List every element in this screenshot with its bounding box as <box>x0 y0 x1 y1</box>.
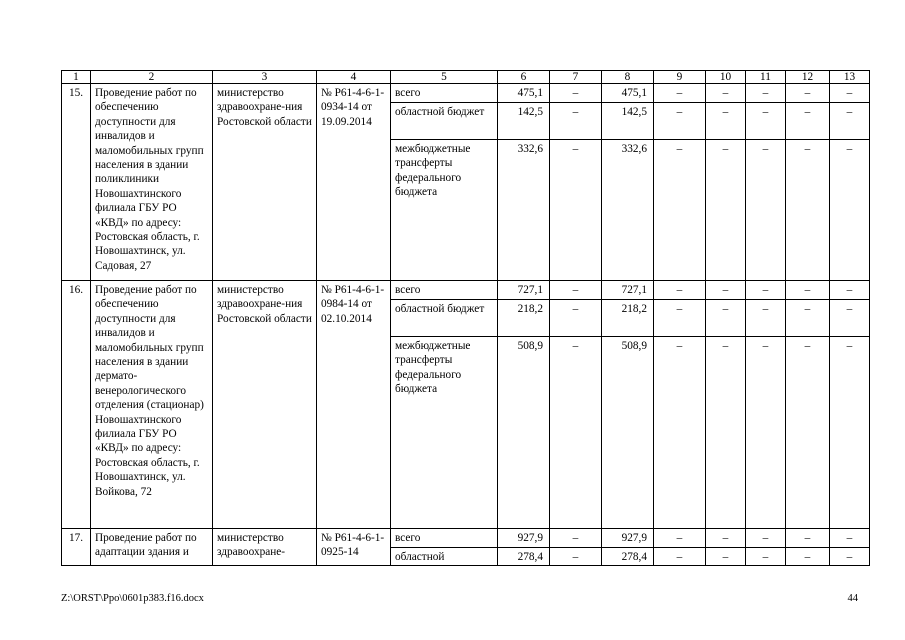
amount-cell: – <box>746 300 786 337</box>
amount-cell: – <box>550 281 602 300</box>
column-header: 7 <box>550 71 602 84</box>
amount-cell: – <box>786 529 830 548</box>
amount-cell: – <box>550 529 602 548</box>
table-row <box>62 281 870 300</box>
amount-cell: 727,1 <box>498 281 550 300</box>
column-header: 5 <box>391 71 498 84</box>
amount-cell: 142,5 <box>498 103 550 140</box>
funding-source: межбюджетные трансферты федерального бюджета <box>391 337 498 529</box>
amount-cell: – <box>654 140 706 281</box>
amount-cell: – <box>786 281 830 300</box>
amount-cell: – <box>550 300 602 337</box>
amount-cell: – <box>706 337 746 529</box>
amount-cell: – <box>654 84 706 103</box>
document-number: № Р61-4-6-1-0925-14 <box>317 529 391 566</box>
amount-cell: 727,1 <box>602 281 654 300</box>
amount-cell: 278,4 <box>602 548 654 566</box>
table-row <box>62 529 870 548</box>
funding-source: областной бюджет <box>391 103 498 140</box>
amount-cell: – <box>746 529 786 548</box>
amount-cell: 278,4 <box>498 548 550 566</box>
document-number: № Р61-4-6-1-0984-14 от 02.10.2014 <box>317 281 391 529</box>
responsible-ministry: министерство здравоохране- <box>213 529 317 566</box>
amount-cell: – <box>706 140 746 281</box>
column-header: 13 <box>830 71 870 84</box>
amount-cell: – <box>746 281 786 300</box>
amount-cell: 508,9 <box>602 337 654 529</box>
amount-cell: 508,9 <box>498 337 550 529</box>
amount-cell: – <box>706 529 746 548</box>
responsible-ministry: министерство здравоохране-ния Ростовской области <box>213 84 317 281</box>
amount-cell: – <box>830 84 870 103</box>
amount-cell: – <box>830 529 870 548</box>
column-header: 3 <box>213 71 317 84</box>
amount-cell: – <box>550 337 602 529</box>
table-body <box>62 71 870 566</box>
document-number: № Р61-4-6-1-0934-14 от 19.09.2014 <box>317 84 391 281</box>
amount-cell: 142,5 <box>602 103 654 140</box>
amount-cell: – <box>786 337 830 529</box>
project-name: Проведение работ по обеспечению доступности для инвалидов и маломобильных групп населения в здании поликлиники Новошахтинского филиала ГБУ РО «КВД» по адресу: Ростовская область, г. Новошахтинск, ул. Садовая, 27 <box>91 84 213 281</box>
amount-cell: 927,9 <box>602 529 654 548</box>
amount-cell: 475,1 <box>498 84 550 103</box>
amount-cell: – <box>830 337 870 529</box>
project-name: Проведение работ по адаптации здания и <box>91 529 213 566</box>
amount-cell: – <box>654 337 706 529</box>
responsible-ministry: министерство здравоохране-ния Ростовской области <box>213 281 317 529</box>
amount-cell: – <box>746 337 786 529</box>
amount-cell: – <box>654 281 706 300</box>
amount-cell: – <box>786 84 830 103</box>
funding-source: областной бюджет <box>391 300 498 337</box>
amount-cell: – <box>746 548 786 566</box>
amount-cell: – <box>786 140 830 281</box>
amount-cell: 332,6 <box>498 140 550 281</box>
row-number: 17. <box>62 529 91 566</box>
amount-cell: 927,9 <box>498 529 550 548</box>
column-header: 9 <box>654 71 706 84</box>
column-header: 6 <box>498 71 550 84</box>
funding-source: областной <box>391 548 498 566</box>
funding-source: всего <box>391 529 498 548</box>
page-number: 44 <box>847 593 858 604</box>
amount-cell: – <box>550 140 602 281</box>
amount-cell: – <box>746 140 786 281</box>
column-header: 12 <box>786 71 830 84</box>
funding-source: межбюджетные трансферты федерального бюджета <box>391 140 498 281</box>
column-header: 2 <box>91 71 213 84</box>
amount-cell: – <box>830 103 870 140</box>
project-name: Проведение работ по обеспечению доступности для инвалидов и маломобильных групп населения в здании дермато-венерологического отделения (стационар) Новошахтинского филиала ГБУ РО «КВД» по адресу: Ростовская область, г. Новошахтинск, ул. Войкова, 72 <box>91 281 213 529</box>
column-header: 4 <box>317 71 391 84</box>
budget-table <box>61 70 870 566</box>
row-number: 15. <box>62 84 91 281</box>
amount-cell: – <box>654 548 706 566</box>
amount-cell: – <box>706 300 746 337</box>
amount-cell: – <box>786 300 830 337</box>
amount-cell: – <box>786 103 830 140</box>
amount-cell: – <box>830 300 870 337</box>
amount-cell: – <box>706 103 746 140</box>
column-header: 10 <box>706 71 746 84</box>
amount-cell: – <box>746 84 786 103</box>
amount-cell: – <box>654 529 706 548</box>
amount-cell: – <box>786 548 830 566</box>
amount-cell: 332,6 <box>602 140 654 281</box>
amount-cell: – <box>830 140 870 281</box>
amount-cell: 218,2 <box>602 300 654 337</box>
amount-cell: – <box>654 300 706 337</box>
amount-cell: – <box>706 548 746 566</box>
amount-cell: – <box>706 281 746 300</box>
amount-cell: 218,2 <box>498 300 550 337</box>
row-number: 16. <box>62 281 91 529</box>
column-header: 11 <box>746 71 786 84</box>
amount-cell: – <box>746 103 786 140</box>
amount-cell: – <box>706 84 746 103</box>
column-header-row <box>62 71 870 84</box>
amount-cell: – <box>654 103 706 140</box>
amount-cell: – <box>550 548 602 566</box>
funding-source: всего <box>391 84 498 103</box>
file-path: Z:\ORST\Ppo\0601p383.f16.docx <box>61 593 204 604</box>
amount-cell: – <box>830 281 870 300</box>
table-row <box>62 84 870 103</box>
amount-cell: – <box>830 548 870 566</box>
amount-cell: – <box>550 103 602 140</box>
column-header: 8 <box>602 71 654 84</box>
funding-source: всего <box>391 281 498 300</box>
amount-cell: 475,1 <box>602 84 654 103</box>
column-header: 1 <box>62 71 91 84</box>
amount-cell: – <box>550 84 602 103</box>
